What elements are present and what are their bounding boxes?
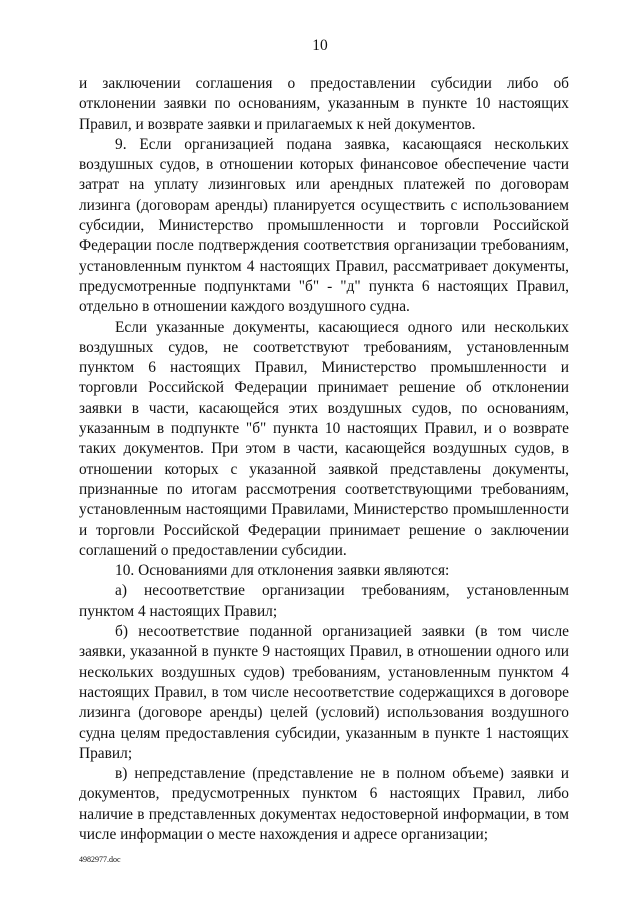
paragraph-item-9-continued: Если указанные документы, касающиеся одного или нескольких воздушных судов, не соответствуют требованиям, установленным пунктом 6 настоящих Правил, Министерство промышленности и торговли Российской Федерации принимает решение об отклонении заявки в части, касающейся этих воздушных судов, по основаниям, указанным в подпункте "б" пункта 10 настоящих Правил, и о возврате таких документов. При этом в части, касающейся воздушных судов, в отношении которых с указанной заявкой представлены документы, признанные по итогам рассмотрения соответствующими требованиям, установленным настоящими Правилами, Министерство промышленности и торговли Российской Федерации принимает решение о заключении соглашений о предоставлении субсидии. — [79, 318, 569, 559]
paragraph-item-10-a: а) несоответствие организации требованиям, установленным пунктом 4 настоящих Правил; — [79, 582, 569, 620]
paragraph-item-10-b: б) несоответствие поданной организацией заявки (в том числе заявки, указанной в пункте 9 настоящих Правил, в отношении одного или нескольких воздушных судов) требованиям, установленным пунктом 4 настоящих Правил, в том числе несоответствие содержащихся в договоре лизинга (договоре аренды) целей (условий) использования воздушного судна целям предоставления субсидии, указанным в пункте 1 настоящих Правил; — [79, 623, 569, 762]
page-number: 10 — [312, 37, 328, 54]
paragraph-continuation: и заключении соглашения о предоставлении субсидии либо об отклонении заявки по основаниям, указанным в пункте 10 настоящих Правил, и возврате заявки и прилагаемых к ней документов. — [79, 75, 569, 133]
document-body — [79, 74, 569, 845]
footer-filename: 4982977.doc — [79, 855, 121, 864]
paragraph-item-10: 10. Основаниями для отклонения заявки являются: — [115, 562, 450, 580]
paragraph-item-10-v: в) непредставление (представление не в полном объеме) заявки и документов, предусмотренных пунктом 6 настоящих Правил, либо наличие в представленных документах недостоверной информации, в том числе информации о месте нахождения и адресе организации; — [79, 765, 569, 843]
paragraph-item-9: 9. Если организацией подана заявка, касающаяся нескольких воздушных судов, в отношении которых финансовое обеспечение части затрат на уплату лизинговых или арендных платежей по договорам лизинга (договорам аренды) планируется осуществить с использованием субсидии, Министерство промышленности и торговли Российской Федерации после подтверждения соответствия организации требованиям, установленным пунктом 4 настоящих Правил, рассматривает документы, предусмотренные подпунктами "б" - "д" пункта 6 настоящих Правил, отдельно в отношении каждого воздушного судна. — [79, 135, 569, 316]
